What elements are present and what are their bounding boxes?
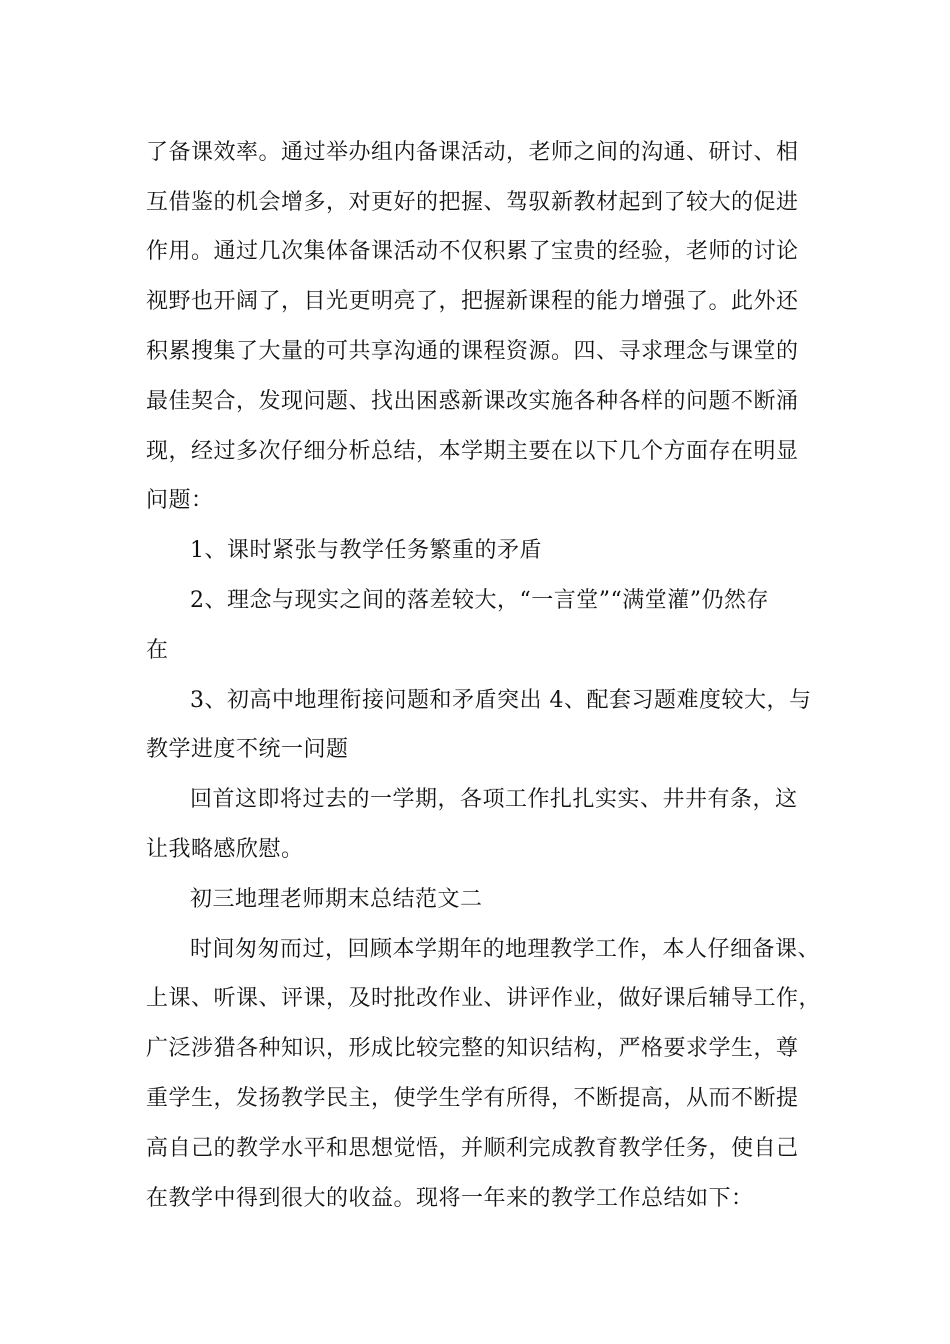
list-item: 3、初高中地理衔接问题和矛盾突出 4、配套习题难度较大，与 bbox=[190, 688, 812, 713]
section-heading: 初三地理老师期末总结范文二 bbox=[190, 887, 483, 912]
paragraph-line: 广泛涉猎各种知识，形成比较完整的知识结构，严格要求学生，尊 bbox=[146, 1036, 799, 1061]
paragraph-line: 问题： bbox=[146, 488, 214, 513]
paragraph-line: 教学进度不统一问题 bbox=[146, 737, 349, 762]
paragraph-line: 回首这即将过去的一学期，各项工作扎扎实实、井井有条，这 bbox=[190, 787, 798, 812]
list-item: 1、课时紧张与教学任务繁重的矛盾 bbox=[190, 538, 542, 563]
paragraph-line: 重学生，发扬教学民主，使学生学有所得，不断提高，从而不断提 bbox=[146, 1086, 799, 1111]
paragraph-line: 高自己的教学水平和思想觉悟，并顺利完成教育教学任务，使自己 bbox=[146, 1136, 799, 1161]
paragraph-line: 最佳契合，发现问题、找出困惑新课改实施各种各样的问题不断涌 bbox=[146, 389, 799, 414]
paragraph-line: 了备课效率。通过举办组内备课活动，老师之间的沟通、研讨、相 bbox=[146, 140, 799, 165]
paragraph-line: 现，经过多次仔细分析总结，本学期主要在以下几个方面存在明显 bbox=[146, 439, 799, 464]
paragraph-line: 上课、听课、评课，及时批改作业、讲评作业，做好课后辅导工作， bbox=[146, 986, 822, 1011]
paragraph-line: 让我略感欣慰。 bbox=[146, 837, 304, 862]
paragraph-line: 积累搜集了大量的可共享沟通的课程资源。四、寻求理念与课堂的 bbox=[146, 339, 799, 364]
paragraph-line: 作用。通过几次集体备课活动不仅积累了宝贵的经验，老师的讨论 bbox=[146, 239, 799, 264]
paragraph-line: 互借鉴的机会增多，对更好的把握、驾驭新教材起到了较大的促进 bbox=[146, 190, 799, 215]
paragraph-line: 时间匆匆而过，回顾本学期年的地理教学工作，本人仔细备课、 bbox=[190, 937, 821, 962]
paragraph-line: 在教学中得到很大的收益。现将一年来的教学工作总结如下： bbox=[146, 1186, 754, 1211]
paragraph-line: 在 bbox=[146, 638, 169, 663]
list-item: 2、理念与现实之间的落差较大，“一言堂”“满堂灌”仍然存 bbox=[190, 588, 769, 613]
paragraph-line: 视野也开阔了，目光更明亮了，把握新课程的能力增强了。此外还 bbox=[146, 289, 799, 314]
